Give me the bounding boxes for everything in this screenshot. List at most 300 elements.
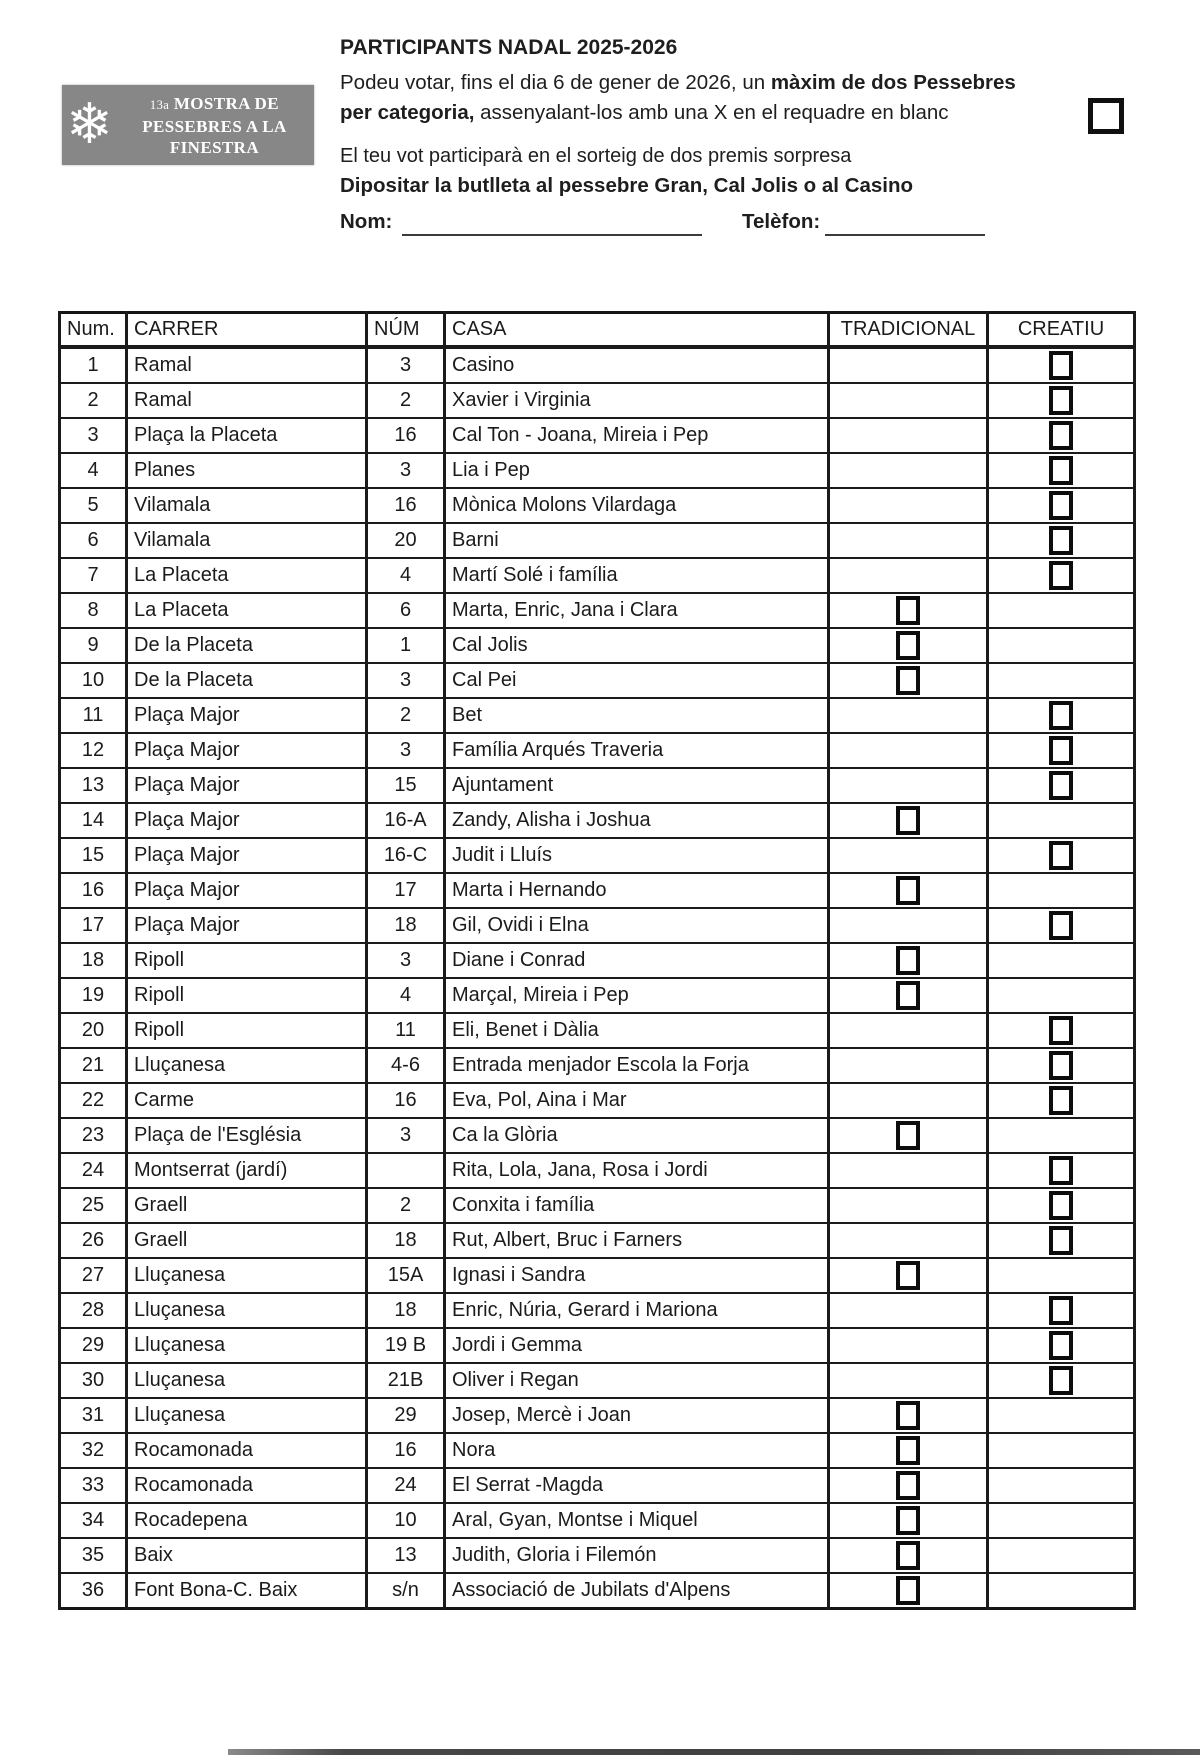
cell-numero: 16-C <box>367 838 445 873</box>
vote-cell-tradicional[interactable] <box>829 1538 988 1573</box>
vote-checkbox-creatiu[interactable] <box>1049 1366 1073 1395</box>
cell-casa: Casino <box>445 347 829 383</box>
cell-num: 15 <box>60 838 127 873</box>
cell-numero: 1 <box>367 628 445 663</box>
vote-cell-creatiu[interactable] <box>988 628 1135 663</box>
table-row <box>60 453 1135 488</box>
table-row <box>60 593 1135 628</box>
header-block <box>340 36 1140 200</box>
cell-carrer: Lluçanesa <box>127 1258 367 1293</box>
vote-cell-creatiu[interactable] <box>988 1293 1135 1328</box>
cell-num: 10 <box>60 663 127 698</box>
cell-carrer: Planes <box>127 453 367 488</box>
cell-numero: 16 <box>367 488 445 523</box>
cell-numero: 2 <box>367 1188 445 1223</box>
table-row <box>60 838 1135 873</box>
vote-checkbox-tradicional[interactable] <box>896 1506 920 1535</box>
vote-cell-creatiu[interactable] <box>988 1363 1135 1398</box>
event-logo <box>62 85 314 165</box>
table-row <box>60 383 1135 418</box>
cell-casa: Cal Ton - Joana, Mireia i Pep <box>445 418 829 453</box>
cell-casa: Gil, Ovidi i Elna <box>445 908 829 943</box>
cell-casa: Xavier i Virginia <box>445 383 829 418</box>
vote-cell-tradicional[interactable] <box>829 1153 988 1188</box>
vote-cell-creatiu[interactable] <box>988 803 1135 838</box>
vote-checkbox-tradicional[interactable] <box>896 1436 920 1465</box>
vote-checkbox-creatiu[interactable] <box>1049 456 1073 485</box>
deposit-instruction: Dipositar la butlleta al pessebre Gran, Cal Jolis o al Casino <box>340 174 914 197</box>
cell-casa: Conxita i família <box>445 1188 829 1223</box>
cell-num: 9 <box>60 628 127 663</box>
vote-cell-tradicional[interactable] <box>829 1293 988 1328</box>
cell-num: 13 <box>60 768 127 803</box>
cell-carrer: Graell <box>127 1223 367 1258</box>
cell-numero: 11 <box>367 1013 445 1048</box>
snowflake-icon: ❄ <box>66 94 113 156</box>
vote-checkbox-creatiu[interactable] <box>1049 736 1073 765</box>
vote-cell-tradicional[interactable] <box>829 1433 988 1468</box>
vote-cell-tradicional[interactable] <box>829 908 988 943</box>
vote-checkbox-creatiu[interactable] <box>1049 526 1073 555</box>
cell-numero: 3 <box>367 347 445 383</box>
table-row <box>60 768 1135 803</box>
table-row <box>60 1398 1135 1433</box>
cell-carrer: De la Placeta <box>127 663 367 698</box>
cell-num: 34 <box>60 1503 127 1538</box>
vote-cell-creatiu[interactable] <box>988 873 1135 908</box>
vote-checkbox-tradicional[interactable] <box>896 1541 920 1570</box>
col-header-numero: NÚM <box>367 313 445 348</box>
cell-num: 23 <box>60 1118 127 1153</box>
vote-checkbox-tradicional[interactable] <box>896 1401 920 1430</box>
cell-casa: Nora <box>445 1433 829 1468</box>
vote-checkbox-creatiu[interactable] <box>1049 701 1073 730</box>
cell-carrer: Plaça Major <box>127 838 367 873</box>
sample-checkbox-icon <box>1088 98 1124 134</box>
table-row <box>60 1258 1135 1293</box>
vote-checkbox-creatiu[interactable] <box>1049 1296 1073 1325</box>
table-row <box>60 698 1135 733</box>
vote-checkbox-tradicional[interactable] <box>896 1121 920 1150</box>
vote-cell-tradicional[interactable] <box>829 558 988 593</box>
table-row <box>60 628 1135 663</box>
vote-checkbox-tradicional[interactable] <box>896 596 920 625</box>
table-row <box>60 1503 1135 1538</box>
raffle-note: El teu vot participarà en el sorteig de dos premis sorpresa <box>340 145 852 167</box>
vote-cell-creatiu[interactable] <box>988 383 1135 418</box>
logo-line-1: 13a MOSTRA DE <box>149 93 279 113</box>
vote-cell-creatiu[interactable] <box>988 1328 1135 1363</box>
cell-casa: Mònica Molons Vilardaga <box>445 488 829 523</box>
cell-numero: 19 B <box>367 1328 445 1363</box>
vote-cell-tradicional[interactable] <box>829 523 988 558</box>
cell-carrer: Vilamala <box>127 488 367 523</box>
table-row <box>60 1083 1135 1118</box>
cell-num: 29 <box>60 1328 127 1363</box>
participants-table <box>58 311 1136 1610</box>
cell-carrer: Ripoll <box>127 1013 367 1048</box>
table-row <box>60 1538 1135 1573</box>
table-row <box>60 1468 1135 1503</box>
cell-numero: 3 <box>367 733 445 768</box>
cell-num: 26 <box>60 1223 127 1258</box>
col-header-creatiu: CREATIU <box>988 313 1135 348</box>
cell-carrer: Ripoll <box>127 943 367 978</box>
vote-cell-creatiu[interactable] <box>988 733 1135 768</box>
table-row <box>60 1048 1135 1083</box>
cell-num: 3 <box>60 418 127 453</box>
cell-numero: 2 <box>367 698 445 733</box>
vote-cell-creatiu[interactable] <box>988 593 1135 628</box>
vote-cell-creatiu[interactable] <box>988 1503 1135 1538</box>
cell-casa: Eva, Pol, Aina i Mar <box>445 1083 829 1118</box>
cell-numero: 17 <box>367 873 445 908</box>
cell-carrer: Ripoll <box>127 978 367 1013</box>
cell-casa: Ca la Glòria <box>445 1118 829 1153</box>
vote-cell-tradicional[interactable] <box>829 838 988 873</box>
cell-casa: Zandy, Alisha i Joshua <box>445 803 829 838</box>
vote-checkbox-creatiu[interactable] <box>1049 1331 1073 1360</box>
vote-cell-tradicional[interactable] <box>829 733 988 768</box>
vote-cell-creatiu[interactable] <box>988 1188 1135 1223</box>
telefon-field[interactable] <box>825 234 985 236</box>
vote-checkbox-tradicional[interactable] <box>896 806 920 835</box>
cell-num: 11 <box>60 698 127 733</box>
vote-checkbox-tradicional[interactable] <box>896 666 920 695</box>
cell-carrer: De la Placeta <box>127 628 367 663</box>
cell-numero: 18 <box>367 1223 445 1258</box>
table-row <box>60 347 1135 383</box>
cell-casa: Marçal, Mireia i Pep <box>445 978 829 1013</box>
cell-numero: 4 <box>367 978 445 1013</box>
vote-cell-tradicional[interactable] <box>829 488 988 523</box>
vote-cell-tradicional[interactable] <box>829 1083 988 1118</box>
vote-checkbox-creatiu[interactable] <box>1049 491 1073 520</box>
cell-numero: 3 <box>367 663 445 698</box>
vote-cell-creatiu[interactable] <box>988 1573 1135 1609</box>
cell-carrer: Plaça Major <box>127 698 367 733</box>
cell-casa: Associació de Jubilats d'Alpens <box>445 1573 829 1609</box>
cell-carrer: Plaça la Placeta <box>127 418 367 453</box>
cell-casa: Jordi i Gemma <box>445 1328 829 1363</box>
cell-carrer: Lluçanesa <box>127 1293 367 1328</box>
vote-cell-tradicional[interactable] <box>829 943 988 978</box>
vote-cell-creatiu[interactable] <box>988 663 1135 698</box>
cell-numero: 3 <box>367 453 445 488</box>
vote-cell-tradicional[interactable] <box>829 873 988 908</box>
cell-numero: 15 <box>367 768 445 803</box>
cell-numero: 24 <box>367 1468 445 1503</box>
table-row <box>60 733 1135 768</box>
table-header-row <box>60 313 1135 348</box>
table-row <box>60 418 1135 453</box>
vote-cell-tradicional[interactable] <box>829 1573 988 1609</box>
cell-casa: Lia i Pep <box>445 453 829 488</box>
table-row <box>60 558 1135 593</box>
cell-numero: 16-A <box>367 803 445 838</box>
cell-casa: Josep, Mercè i Joan <box>445 1398 829 1433</box>
cell-numero: 6 <box>367 593 445 628</box>
vote-cell-tradicional[interactable] <box>829 1328 988 1363</box>
vote-cell-creatiu[interactable] <box>988 1013 1135 1048</box>
vote-checkbox-creatiu[interactable] <box>1049 421 1073 450</box>
cell-num: 14 <box>60 803 127 838</box>
nom-field[interactable] <box>402 234 702 236</box>
table-row <box>60 908 1135 943</box>
cell-carrer: Plaça de l'Església <box>127 1118 367 1153</box>
vote-checkbox-creatiu[interactable] <box>1049 1226 1073 1255</box>
vote-cell-creatiu[interactable] <box>988 347 1135 383</box>
vote-checkbox-creatiu[interactable] <box>1049 1051 1073 1080</box>
vote-cell-creatiu[interactable] <box>988 1083 1135 1118</box>
cell-numero: 3 <box>367 943 445 978</box>
vote-checkbox-tradicional[interactable] <box>896 631 920 660</box>
cell-num: 32 <box>60 1433 127 1468</box>
table-row <box>60 873 1135 908</box>
cell-carrer: Lluçanesa <box>127 1398 367 1433</box>
vote-checkbox-tradicional[interactable] <box>896 876 920 905</box>
vote-cell-creatiu[interactable] <box>988 418 1135 453</box>
cell-casa: Eli, Benet i Dàlia <box>445 1013 829 1048</box>
cell-numero: 2 <box>367 383 445 418</box>
nom-label: Nom: <box>340 210 393 233</box>
vote-cell-creatiu[interactable] <box>988 1118 1135 1153</box>
cell-num: 2 <box>60 383 127 418</box>
cell-carrer: Lluçanesa <box>127 1363 367 1398</box>
cell-num: 5 <box>60 488 127 523</box>
cell-carrer: Rocamonada <box>127 1433 367 1468</box>
cell-num: 25 <box>60 1188 127 1223</box>
cell-num: 30 <box>60 1363 127 1398</box>
vote-checkbox-creatiu[interactable] <box>1049 1156 1073 1185</box>
cell-num: 31 <box>60 1398 127 1433</box>
cell-numero: 16 <box>367 1433 445 1468</box>
cell-num: 4 <box>60 453 127 488</box>
vote-cell-tradicional[interactable] <box>829 698 988 733</box>
vote-cell-creatiu[interactable] <box>988 1468 1135 1503</box>
vote-checkbox-creatiu[interactable] <box>1049 1016 1073 1045</box>
vote-cell-creatiu[interactable] <box>988 1153 1135 1188</box>
vote-cell-tradicional[interactable] <box>829 1468 988 1503</box>
cell-casa: Barni <box>445 523 829 558</box>
vote-cell-creatiu[interactable] <box>988 1538 1135 1573</box>
vote-checkbox-creatiu[interactable] <box>1049 1086 1073 1115</box>
logo-edition: 13a <box>149 97 170 112</box>
cell-casa: Rita, Lola, Jana, Rosa i Jordi <box>445 1153 829 1188</box>
vote-cell-tradicional[interactable] <box>829 803 988 838</box>
vote-cell-tradicional[interactable] <box>829 383 988 418</box>
cell-numero: 16 <box>367 418 445 453</box>
table-row <box>60 1573 1135 1609</box>
table-row <box>60 523 1135 558</box>
vote-cell-creatiu[interactable] <box>988 768 1135 803</box>
table-row <box>60 663 1135 698</box>
vote-cell-tradicional[interactable] <box>829 628 988 663</box>
cell-num: 6 <box>60 523 127 558</box>
cell-carrer: Plaça Major <box>127 873 367 908</box>
cell-casa: Entrada menjador Escola la Forja <box>445 1048 829 1083</box>
cell-casa: Rut, Albert, Bruc i Farners <box>445 1223 829 1258</box>
col-header-tradicional: TRADICIONAL <box>829 313 988 348</box>
vote-checkbox-tradicional[interactable] <box>896 946 920 975</box>
vote-cell-creatiu[interactable] <box>988 1223 1135 1258</box>
cell-num: 21 <box>60 1048 127 1083</box>
cell-num: 18 <box>60 943 127 978</box>
cell-num: 36 <box>60 1573 127 1609</box>
cell-carrer: Lluçanesa <box>127 1328 367 1363</box>
cell-casa: Judith, Gloria i Filemón <box>445 1538 829 1573</box>
cell-numero <box>367 1153 445 1188</box>
cell-numero: 20 <box>367 523 445 558</box>
table-row <box>60 1293 1135 1328</box>
vote-cell-tradicional[interactable] <box>829 663 988 698</box>
vote-checkbox-tradicional[interactable] <box>896 1471 920 1500</box>
vote-cell-tradicional[interactable] <box>829 1188 988 1223</box>
cell-carrer: La Placeta <box>127 558 367 593</box>
vote-checkbox-creatiu[interactable] <box>1049 771 1073 800</box>
cell-casa: Marta, Enric, Jana i Clara <box>445 593 829 628</box>
vote-checkbox-creatiu[interactable] <box>1049 386 1073 415</box>
col-header-casa: CASA <box>445 313 829 348</box>
scan-artifact-line <box>228 1749 1200 1755</box>
cell-carrer: Font Bona-C. Baix <box>127 1573 367 1609</box>
table-row <box>60 1223 1135 1258</box>
vote-cell-creatiu[interactable] <box>988 1258 1135 1293</box>
cell-casa: Ajuntament <box>445 768 829 803</box>
vote-checkbox-tradicional[interactable] <box>896 1261 920 1290</box>
cell-casa: Bet <box>445 698 829 733</box>
vote-cell-tradicional[interactable] <box>829 1363 988 1398</box>
cell-num: 35 <box>60 1538 127 1573</box>
table-row <box>60 1153 1135 1188</box>
vote-cell-creatiu[interactable] <box>988 1048 1135 1083</box>
vote-checkbox-creatiu[interactable] <box>1049 561 1073 590</box>
vote-cell-tradicional[interactable] <box>829 1118 988 1153</box>
vote-checkbox-creatiu[interactable] <box>1049 841 1073 870</box>
cell-carrer: Rocadepena <box>127 1503 367 1538</box>
vote-cell-tradicional[interactable] <box>829 1048 988 1083</box>
vote-cell-tradicional[interactable] <box>829 768 988 803</box>
table-row <box>60 803 1135 838</box>
vote-checkbox-creatiu[interactable] <box>1049 911 1073 940</box>
cell-casa: Diane i Conrad <box>445 943 829 978</box>
cell-carrer: Vilamala <box>127 523 367 558</box>
vote-cell-creatiu[interactable] <box>988 558 1135 593</box>
table-row <box>60 1328 1135 1363</box>
col-header-num: Num. <box>60 313 127 348</box>
vote-cell-tradicional[interactable] <box>829 418 988 453</box>
vote-cell-tradicional[interactable] <box>829 347 988 383</box>
cell-casa: Família Arqués Traveria <box>445 733 829 768</box>
table-row <box>60 1188 1135 1223</box>
vote-cell-creatiu[interactable] <box>988 838 1135 873</box>
vote-cell-creatiu[interactable] <box>988 523 1135 558</box>
vote-cell-creatiu[interactable] <box>988 943 1135 978</box>
cell-numero: 4 <box>367 558 445 593</box>
vote-cell-tradicional[interactable] <box>829 593 988 628</box>
cell-numero: 29 <box>367 1398 445 1433</box>
cell-casa: Judit i Lluís <box>445 838 829 873</box>
cell-casa: Marta i Hernando <box>445 873 829 908</box>
table-row <box>60 1013 1135 1048</box>
vote-cell-tradicional[interactable] <box>829 1398 988 1433</box>
logo-line-2: PESSEBRES A LA <box>142 116 287 136</box>
cell-casa: Ignasi i Sandra <box>445 1258 829 1293</box>
cell-carrer: Baix <box>127 1538 367 1573</box>
cell-num: 19 <box>60 978 127 1013</box>
cell-casa: Martí Solé i família <box>445 558 829 593</box>
cell-num: 22 <box>60 1083 127 1118</box>
cell-casa: Cal Pei <box>445 663 829 698</box>
cell-num: 16 <box>60 873 127 908</box>
cell-numero: 16 <box>367 1083 445 1118</box>
table-body <box>60 347 1135 1609</box>
cell-casa: El Serrat -Magda <box>445 1468 829 1503</box>
cell-numero: 4-6 <box>367 1048 445 1083</box>
vote-cell-creatiu[interactable] <box>988 978 1135 1013</box>
vote-cell-creatiu[interactable] <box>988 488 1135 523</box>
vote-cell-creatiu[interactable] <box>988 908 1135 943</box>
cell-numero: 18 <box>367 1293 445 1328</box>
vote-checkbox-creatiu[interactable] <box>1049 351 1073 380</box>
table-row <box>60 488 1135 523</box>
vote-checkbox-tradicional[interactable] <box>896 981 920 1010</box>
col-header-carrer: CARRER <box>127 313 367 348</box>
vote-cell-tradicional[interactable] <box>829 978 988 1013</box>
vote-checkbox-tradicional[interactable] <box>896 1576 920 1605</box>
vote-cell-creatiu[interactable] <box>988 453 1135 488</box>
cell-casa: Cal Jolis <box>445 628 829 663</box>
cell-casa: Enric, Núria, Gerard i Mariona <box>445 1293 829 1328</box>
cell-carrer: Plaça Major <box>127 768 367 803</box>
table-row <box>60 943 1135 978</box>
vote-cell-creatiu[interactable] <box>988 1398 1135 1433</box>
cell-num: 33 <box>60 1468 127 1503</box>
cell-casa: Aral, Gyan, Montse i Miquel <box>445 1503 829 1538</box>
cell-num: 7 <box>60 558 127 593</box>
cell-carrer: Plaça Major <box>127 733 367 768</box>
cell-carrer: Lluçanesa <box>127 1048 367 1083</box>
cell-carrer: Graell <box>127 1188 367 1223</box>
cell-carrer: Plaça Major <box>127 803 367 838</box>
telefon-label: Telèfon: <box>742 210 821 233</box>
table-row <box>60 1363 1135 1398</box>
vote-cell-tradicional[interactable] <box>829 453 988 488</box>
cell-carrer: Ramal <box>127 347 367 383</box>
cell-carrer: Plaça Major <box>127 908 367 943</box>
ballot-fields <box>340 210 1120 240</box>
voting-instructions: Podeu votar, fins el dia 6 de gener de 2026, un màxim de dos Pessebres per categoria, assenyalant-los amb una X en el requadre en blanc <box>340 71 1016 124</box>
cell-numero: 13 <box>367 1538 445 1573</box>
table-row <box>60 1118 1135 1153</box>
cell-casa: Oliver i Regan <box>445 1363 829 1398</box>
vote-cell-tradicional[interactable] <box>829 1503 988 1538</box>
cell-carrer: Rocamonada <box>127 1468 367 1503</box>
vote-checkbox-creatiu[interactable] <box>1049 1191 1073 1220</box>
vote-cell-tradicional[interactable] <box>829 1258 988 1293</box>
cell-num: 17 <box>60 908 127 943</box>
vote-cell-tradicional[interactable] <box>829 1223 988 1258</box>
cell-num: 28 <box>60 1293 127 1328</box>
vote-cell-creatiu[interactable] <box>988 698 1135 733</box>
vote-cell-creatiu[interactable] <box>988 1433 1135 1468</box>
cell-num: 8 <box>60 593 127 628</box>
cell-numero: 18 <box>367 908 445 943</box>
cell-numero: 15A <box>367 1258 445 1293</box>
cell-num: 1 <box>60 347 127 383</box>
vote-cell-tradicional[interactable] <box>829 1013 988 1048</box>
logo-line-3: FINESTRA <box>169 137 260 157</box>
